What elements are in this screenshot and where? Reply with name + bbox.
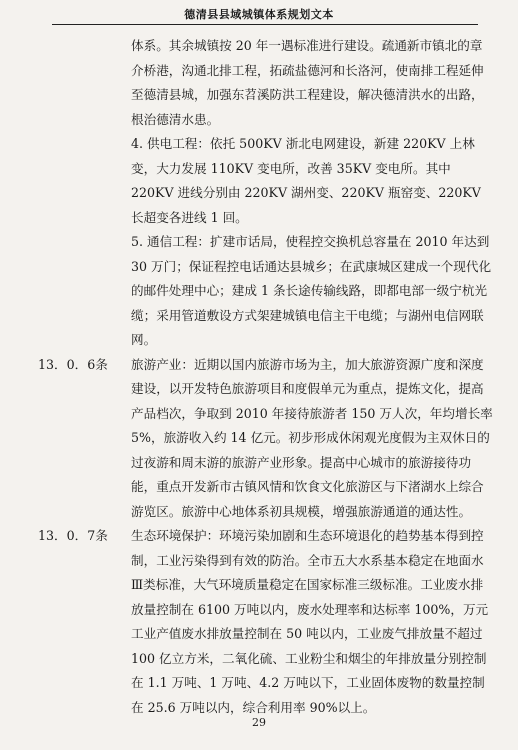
- paragraph-telecom: [0, 230, 518, 353]
- paragraph-flood-control: [0, 34, 518, 132]
- body-text: [0, 34, 518, 720]
- clause-13-0-6-tourism: [0, 353, 518, 525]
- clause-number: 13．0．6条: [38, 356, 108, 372]
- clause-number: 13．0．7条: [38, 528, 108, 543]
- page-header: 德清县县域城镇体系规划文本: [184, 8, 334, 21]
- header-rule: [52, 24, 478, 25]
- clause-13-0-7-environment: [0, 524, 518, 720]
- page-number: 29: [252, 716, 266, 729]
- paragraph-text: 5. 通信工程：扩建市话局，使程控交换机总容量在 2010 年达到 30 万门；保证程控电话通达县城乡；在武康城区建成一个现代化的邮件处理中心；建成 1 条长途传输线路，即都电部一级宁杭光缆；采用管道敷设方式架建城镇电信主干电缆；与湖州电信网联网。: [131, 234, 492, 347]
- paragraph-text: 生态环境保护：环境污染加剧和生态环境退化的趋势基本得到控制，工业污染得到有效的防治。全市五大水系基本稳定在地面水Ⅲ类标准，大气环境质量稳定在国家标准三级标准。工业废水排放量控制在 6100 万吨以内，废水处理率和达标率 100%，万元工业产值废水排放量控制在 50 吨以内，工业废气排放量不超过 100 亿立方米，二氧化硫、工业粉尘和烟尘的年排放量分别控制在 1.1 万吨、1 万吨、4.2 万吨以下，工业固体废物的数量控制在 25.6 万吨以内，综合利用率 90%以上。: [131, 528, 489, 715]
- paragraph-text: 旅游产业：近期以国内旅游市场为主，加大旅游资源广度和深度建设，以开发特色旅游项目和度假单元为重点，提炼文化，提高产品档次，争取到 2010 年接待旅游者 150 万人次，年均增长率 5%，旅游收入约 14 亿元。初步形成休闲观光度假为主双休日的过夜游和周末游的旅游产业形象。提高中心城市的旅游接待功能，重点开发新市古镇风情和饮食文化旅游区与下渚湖水上综合游览区。旅游中心地体系初具规模，增强旅游通道的通达性。: [131, 356, 493, 519]
- paragraph-power-supply: [0, 132, 518, 230]
- paragraph-text: 4. 供电工程：依托 500KV 浙北电网建设，新建 220KV 上林变，大力发展 110KV 变电所，改善 35KV 变电所。其中 220KV 进线分别由 220KV 湖州变、220KV 瓶窑变、220KV 长超变各进线 1 回。: [131, 136, 481, 225]
- paragraph-text: 体系。其余城镇按 20 年一遇标准进行建设。疏通新市镇北的章介桥港，沟通北排工程，拓疏盐德河和长洛河，使南排工程延伸至德清县城，加强东苕溪防洪工程建设，解决德清洪水的出路，根治德清水患。: [131, 38, 484, 127]
